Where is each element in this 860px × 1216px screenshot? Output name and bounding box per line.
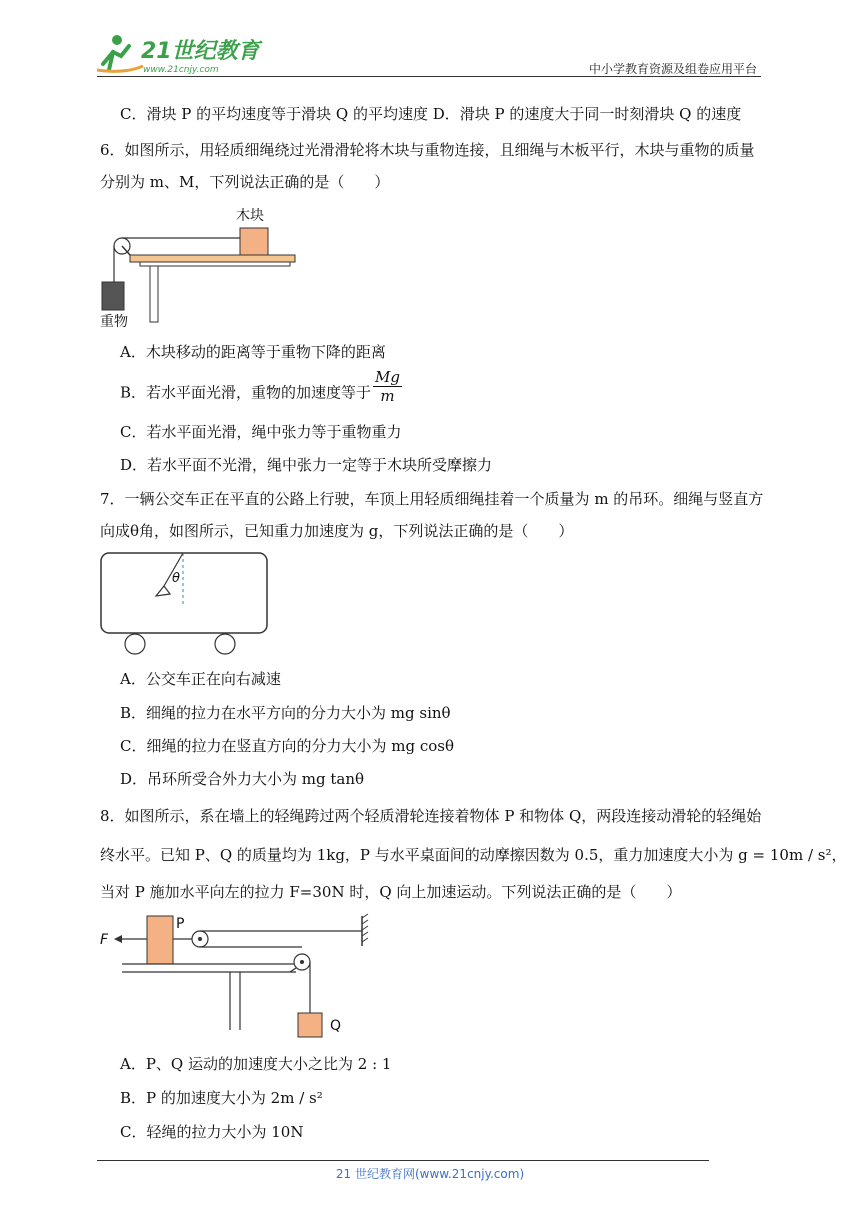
angle-label: θ (172, 571, 180, 586)
force-arrow-icon (114, 935, 122, 943)
block-q (298, 1013, 322, 1037)
q5-options-cd: C．滑块 P 的平均速度等于滑块 Q 的平均速度 D．滑块 P 的速度大于同一时刻滑块 Q 的速度 (120, 105, 742, 123)
logo-text: 21世纪教育 (141, 39, 260, 64)
q7-option-c: C．细绳的拉力在竖直方向的分力大小为 mg cosθ (120, 737, 455, 755)
header-right-text: 中小学教育资源及组卷应用平台 (588, 62, 757, 76)
heavy-weight (102, 282, 124, 310)
q6-option-c: C．若水平面光滑，绳中张力等于重物重力 (120, 423, 402, 441)
q7-figure (100, 550, 270, 656)
q8-figure (100, 910, 380, 1042)
q8-option-a: A．P、Q 运动的加速度大小之比为 2 : 1 (120, 1055, 392, 1073)
q6-option-b: B．若水平面光滑，重物的加速度等于 $\frac{Mg}{m}$ (120, 368, 400, 405)
bus-body (101, 553, 267, 633)
footer-link[interactable]: 21 世纪教育网(www.21cnjy.com) (335, 1167, 525, 1181)
site-logo (95, 30, 265, 76)
footer-divider (97, 1160, 709, 1161)
q6-stem-line2: 分别为 m、M，下列说法正确的是（ ） (100, 173, 390, 191)
q8-option-b: B．P 的加速度大小为 2m / s² (120, 1089, 323, 1107)
q6-figure (100, 200, 300, 330)
q8-stem-line1: 8．如图所示，系在墙上的轻绳跨过两个轻质滑轮连接着物体 P 和物体 Q，两段连接动滑轮的轻绳始 (100, 807, 762, 825)
runner-icon (97, 35, 143, 71)
force-label: F (100, 932, 109, 948)
block-p-label: P (176, 916, 185, 932)
wheel-right (215, 634, 235, 654)
q7-stem-line2: 向成θ角，如图所示，已知重力加速度为 g，下列说法正确的是（ ） (100, 522, 574, 540)
wood-block (240, 228, 268, 255)
q8-stem-line2: 终水平。已知 P、Q 的质量均为 1kg，P 与水平桌面间的动摩擦因数为 0.5，重力加速度大小为 g = 10m / s²， (100, 846, 847, 864)
q6-option-a: A．木块移动的距离等于重物下降的距离 (120, 343, 386, 361)
logo-url: www.21cnjy.com (143, 65, 219, 75)
block-p (147, 916, 173, 964)
q8-option-c: C．轻绳的拉力大小为 10N (120, 1123, 304, 1141)
q8-stem-line3: 当对 P 施加水平向左的拉力 F=30N 时，Q 向上加速运动。下列说法正确的是（ ） (100, 883, 682, 901)
q7-option-d: D．吊环所受合外力大小为 mg tanθ (120, 770, 365, 788)
q7-option-b: B．细绳的拉力在水平方向的分力大小为 mg sinθ (120, 704, 451, 722)
q6-option-d: D．若水平面不光滑，绳中张力一定等于木块所受摩擦力 (120, 456, 493, 474)
q7-option-a: A．公交车正在向右减速 (120, 670, 281, 688)
wood-block-label: 木块 (236, 208, 264, 224)
heavy-weight-label: 重物 (100, 314, 128, 330)
q7-stem-line1: 7．一辆公交车正在平直的公路上行驶，车顶上用轻质细绳挂着一个质量为 m 的吊环。细绳与竖直方 (100, 490, 764, 508)
q6-stem-line1: 6．如图所示，用轻质细绳绕过光滑滑轮将木块与重物连接，且细绳与木板平行，木块与重物的质量 (100, 141, 755, 159)
wheel-left (125, 634, 145, 654)
header-divider (97, 76, 761, 77)
block-q-label: Q (330, 1018, 342, 1034)
